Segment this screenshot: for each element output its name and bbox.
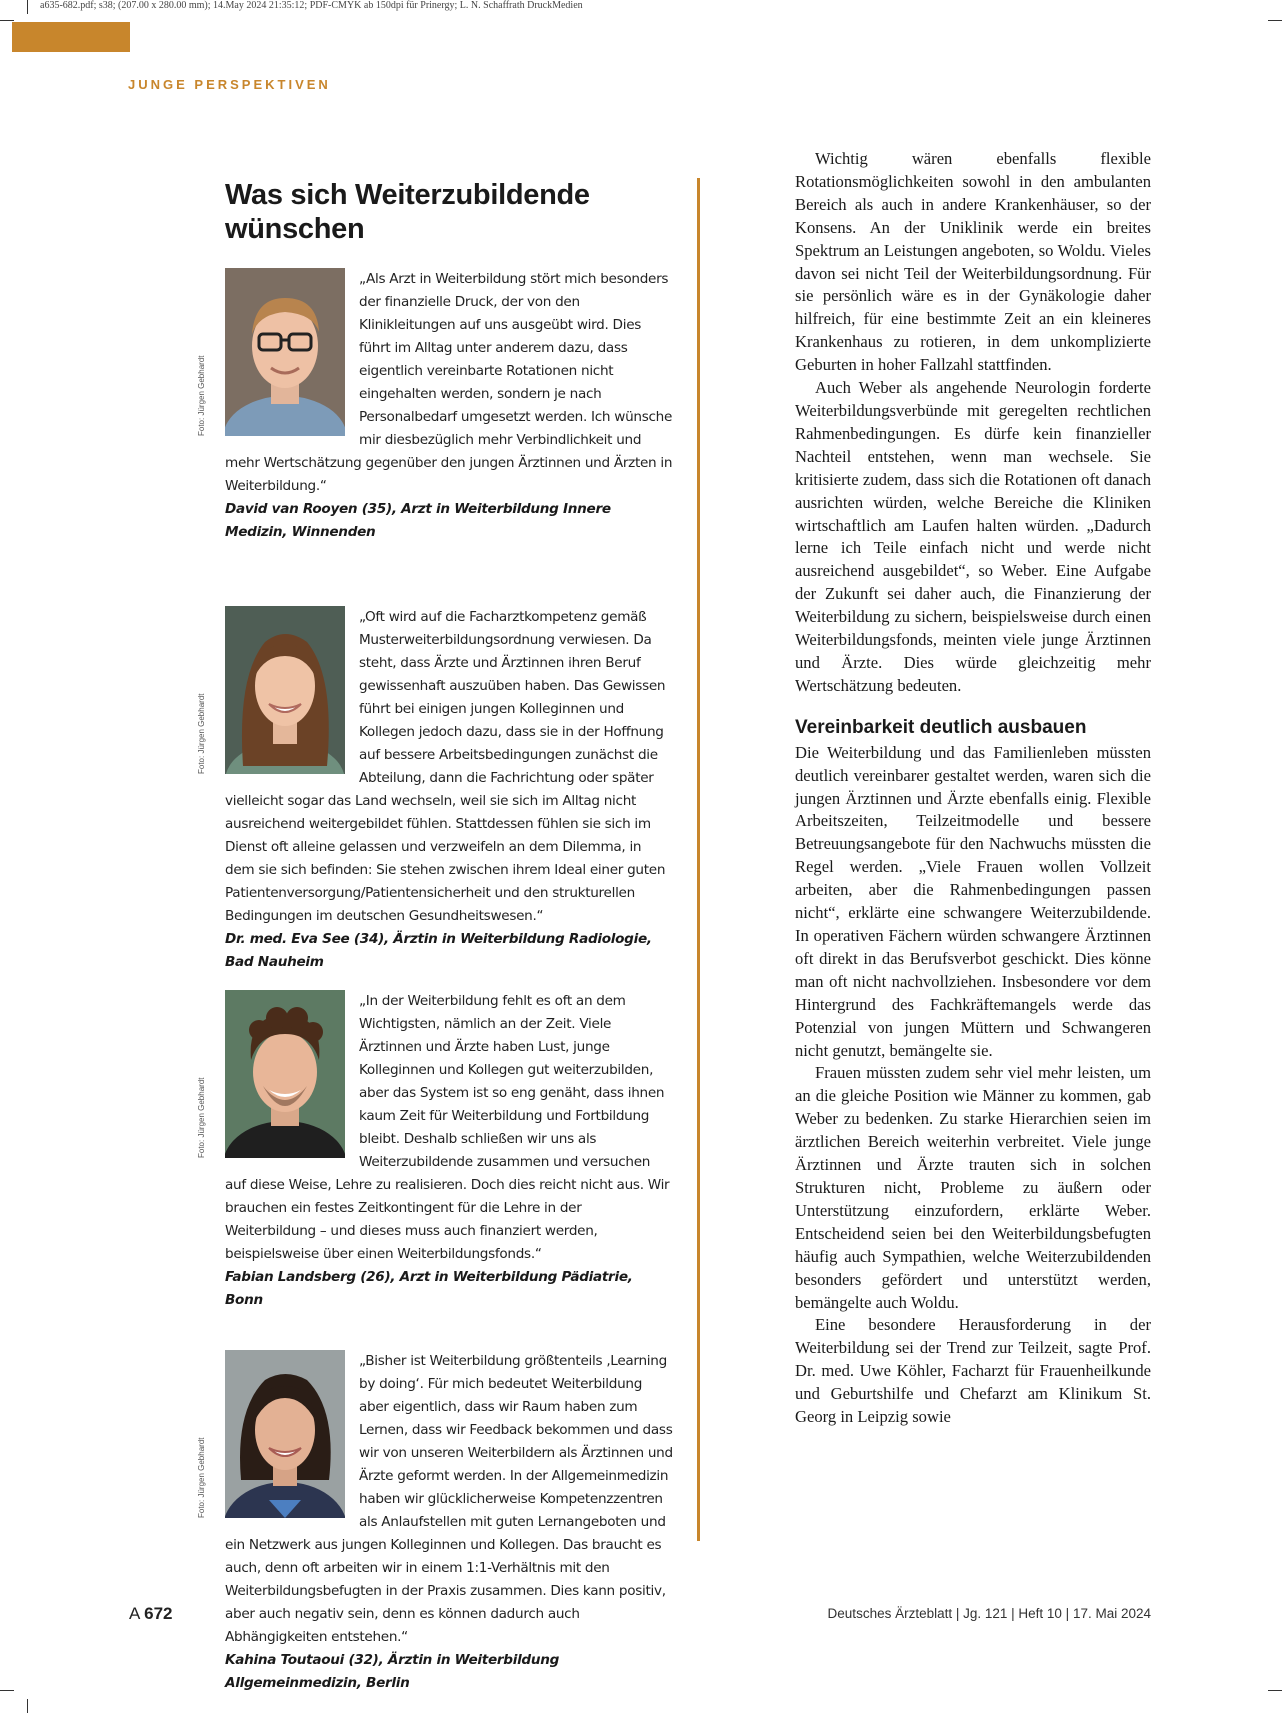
crop-mark — [0, 1690, 14, 1691]
quote-1 — [197, 268, 673, 544]
quote-text: „Oft wird auf die Facharztkompetenz gemäß Musterweiterbildungsordnung verwiesen. Da steht, dass Ärzte und Ärztinnen ihren Beruf gewissenhaft auszuüben haben. Das Gewissen führt bei einigen jungen Kolleginnen und Kollegen jedoch dazu, dass sie in der Hoffnung auf bessere Arbeitsbedingungen zunächst die Abteilung, dann die Fachrichtung oder später vielleicht sogar das Land wechseln, weil sie sich im Alltag nicht ausreichend weitergebildet fühlen. Stattdessen fühlen sie sich im Dienst oft alleine gelassen und verzweifeln an dem Dilemma, in dem sie sich befinden: Sie stehen zwischen ihrem Ideal einer guten Patientenversorgung/Patientensicherheit und den strukturellen Bedingungen im deutschen Gesundheitswesen.“ — [225, 609, 666, 924]
quote-3 — [197, 990, 673, 1312]
article-paragraph: Wichtig wären ebenfalls flexible Rotationsmöglichkeiten sowohl in den ambulanten Bereich als auch in andere Krankenhäuser, so der Konsens. An der Uniklinik werde ein breites Spektrum an Leistungen angeboten, so Woldu. Vieles davon sei nicht Teil der Weiterbildungsordnung. Für sie persönlich wäre es in der Gynäkologie daher hilfreich, für eine bestimmte Zeit an ein kleineres Krankenhaus zu rotieren, in dem unkomplizierte Geburten in hoher Fallzahl stattfinden. — [795, 149, 1151, 375]
photo-credit: Foto: Jürgen Gebhardt — [197, 355, 206, 436]
quote-text: „Als Arzt in Weiterbildung stört mich besonders der finanzielle Druck, der von den Klinikleitungen auf uns ausgeübt wird. Dies führt im Alltag unter anderem dazu, dass eigentlich vereinbarte Rotationen nicht eingehalten werden, sondern je nach Personalbedarf umgesetzt werden. Ich wünsche mir diesbezüglich mehr Verbindlichkeit und mehr Wertschätzung gegenüber den jungen Ärztinnen und Ärzten in Weiterbildung.“ — [225, 271, 673, 494]
photo-credit: Foto: Jürgen Gebhardt — [197, 693, 206, 774]
crop-mark — [27, 1699, 28, 1713]
crop-mark — [27, 0, 28, 14]
quotes-box — [197, 178, 673, 1695]
portrait-man-glasses — [225, 268, 345, 436]
article-subheading: Vereinbarkeit deutlich ausbauen — [795, 716, 1087, 738]
portrait-photo — [197, 1350, 359, 1518]
article-column — [795, 148, 1151, 1429]
crop-mark — [1268, 20, 1282, 21]
article-paragraph: Frauen müssten zudem sehr viel mehr leisten, um an die gleiche Position wie Männer zu kommen, gab Weber zu bedenken. Zu starke Hierarchien seien im ärztlichen Bereich weiterhin verbreitet. Viele junge Ärztinnen und Ärzte trauten sich in solchen Strukturen nicht, Probleme zu äußern oder Unterstützung einzufordern, erklärte Weber. Entscheidend seien bei den Weiterbildungsbefugten häufig auch Sympathien, welche Weiterzubildenden besonders gefördert und unterstützt werden, bemängelte auch Woldu. — [795, 1063, 1151, 1312]
portrait-photo — [197, 990, 359, 1158]
print-slug: a635-682.pdf; s38; (207.00 x 280.00 mm); 14.May 2024 21:35:12; PDF-CMYK ab 150dpi für Prinergy; L. N. Schaffrath DruckMedien — [40, 0, 583, 11]
journal-footer: Deutsches Ärzteblatt | Jg. 121 | Heft 10 | 17. Mai 2024 — [827, 1606, 1151, 1621]
quote-4 — [197, 1350, 673, 1695]
photo-credit: Foto: Jürgen Gebhardt — [197, 1077, 206, 1158]
quote-attribution: Kahina Toutaoui (32), Ärztin in Weiterbildung Allgemeinmedizin, Berlin — [225, 1652, 560, 1691]
quote-attribution: David van Rooyen (35), Arzt in Weiterbildung Innere Medizin, Winnenden — [225, 501, 611, 540]
quote-2 — [197, 606, 673, 974]
article-paragraph: Auch Weber als angehende Neurologin forderte Weiterbildungsverbünde mit geregelten rechtlichen Rahmenbedingungen. Es dürfe kein finanzieller Nachteil entstehen, wenn man wechsele. Sie kritisierte zudem, dass sich die Rotationen oft danach ausrichten würden, welche Bereiche die Kliniken wirtschaftlich am Laufen halten würden. „Dadurch lerne ich Teile einfach nicht und werde nicht ausreichend ausgebildet“, so Weber. Eine Aufgabe der Zukunft sei daher auch, die Finanzierung der Weiterbildung zu sichern, beispielsweise durch einen Weiterbildungsfonds, meinten viele junge Ärztinnen und Ärzte. Dies würde gleichzeitig mehr Wertschätzung bedeuten. — [795, 378, 1151, 695]
page-number — [129, 1604, 173, 1624]
page-number-value: 672 — [144, 1604, 173, 1623]
quote-attribution: Dr. med. Eva See (34), Ärztin in Weiterbildung Radiologie, Bad Nauheim — [225, 931, 652, 970]
crop-mark — [1268, 1690, 1282, 1691]
quote-text: „In der Weiterbildung fehlt es oft an dem Wichtigsten, nämlich an der Zeit. Viele Ärztinnen und Ärzte haben Lust, junge Kolleginnen und Kollegen gut weiterzubilden, aber das System ist so eng genäht, dass ihnen kaum Zeit für Weiterbildung und Fortbildung bleibt. Deshalb schließen wir uns als Weiterzubildende zusammen und versuchen auf diese Weise, Lehre zu realisieren. Doch dies reicht nicht aus. Wir brauchen ein festes Zeitkontingent für die Lehre in der Weiterbildung – und dieses muss auch finanziert werden, beispielsweise über einen Weiterbildungsfonds.“ — [225, 993, 670, 1262]
photo-credit: Foto: Jürgen Gebhardt — [197, 1437, 206, 1518]
portrait-woman-long-hair — [225, 606, 345, 774]
portrait-photo — [197, 606, 359, 774]
section-label: JUNGE PERSPEKTIVEN — [128, 77, 331, 92]
section-accent-bar — [12, 22, 130, 52]
article-paragraph: Eine besondere Herausforderung in der Weiterbildung sei der Trend zur Teilzeit, sagte Prof. Dr. med. Uwe Köhler, Facharzt für Frauenheilkunde und Geburtshilfe und Chefarzt am Klinikum St. Georg in Leipzig sowie — [795, 1315, 1151, 1427]
quote-attribution: Fabian Landsberg (26), Arzt in Weiterbildung Pädiatrie, Bonn — [225, 1269, 633, 1308]
page-prefix: A — [129, 1604, 140, 1623]
crop-mark — [0, 20, 14, 21]
box-title: Was sich Weiterzubildende wünschen — [225, 179, 590, 245]
column-divider — [697, 178, 700, 1541]
portrait-photo — [197, 268, 359, 436]
portrait-woman-dark-hair — [225, 1350, 345, 1518]
portrait-man-curly-hair — [225, 990, 345, 1158]
quote-text: „Bisher ist Weiterbildung größtenteils ‚Learning by doing‘. Für mich bedeutet Weiterbildung aber eigentlich, dass wir Raum haben zum Lernen, dass wir Feedback bekommen und dass wir von unseren Weiterbildern als Ärztinnen und Ärzte geformt werden. In der Allgemeinmedizin haben wir glücklicherweise Kompetenzzentren als Anlaufstellen mit guten Lernangeboten und ein Netzwerk aus jungen Kolleginnen und Kollegen. Das braucht es auch, denn oft arbeiten wir in einem 1:1-Verhältnis mit den Weiterbildungsbefugten in der Praxis zusammen. Dies kann positiv, aber auch negativ sein, denn es können dadurch auch Abhängigkeiten entstehen.“ — [225, 1353, 673, 1645]
article-paragraph: Die Weiterbildung und das Familienleben müssten deutlich vereinbarer gestaltet werden, waren sich die jungen Ärztinnen und Ärzte ebenfalls einig. Flexible Arbeitszeiten, Teilzeitmodelle und bessere Betreuungsangebote für den Nachwuchs müssten die Regel werden. „Viele Frauen wollen Vollzeit arbeiten, aber die Rahmenbedingungen passen nicht“, erklärte eine schwangere Weiterzubildende. In operativen Fächern würden schwangere Ärztinnen oft direkt in das Berufsverbot geschickt. Dies könne man oft nicht nachvollziehen. Insbesondere vor dem Hintergrund des Fachkräftemangels werde das Potenzial von jungen Müttern und Schwangeren nicht genutzt, bemängelte sie. — [795, 742, 1151, 1060]
